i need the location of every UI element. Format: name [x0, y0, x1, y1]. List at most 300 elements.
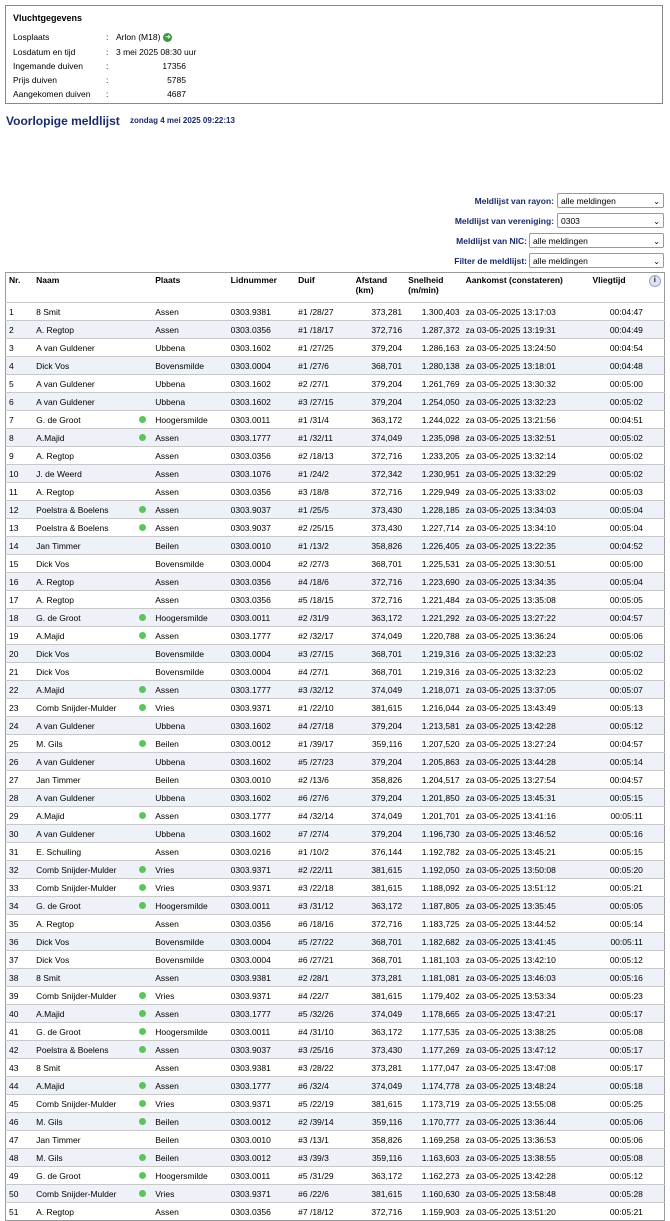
- cell-aankomst: za 03-05-2025 13:34:35: [463, 573, 590, 591]
- table-row[interactable]: [6, 987, 665, 1005]
- cell-duif: #5 /18/15: [295, 591, 352, 609]
- col-duif[interactable]: Duif: [298, 275, 315, 285]
- vereniging-select[interactable]: 0303 ⌄: [557, 213, 664, 228]
- cell-status: [139, 1023, 153, 1041]
- cell-nr: 26: [6, 753, 34, 771]
- cell-duif: #4 /27/1: [295, 663, 352, 681]
- table-row[interactable]: [6, 1059, 665, 1077]
- table-row[interactable]: [6, 303, 665, 321]
- cell-aankomst: za 03-05-2025 13:36:44: [463, 1113, 590, 1131]
- cell-afstand: 374,049: [353, 681, 405, 699]
- table-row[interactable]: [6, 501, 665, 519]
- cell-vliegtijd: 00:04:51: [590, 411, 646, 429]
- cell-nr: 43: [6, 1059, 34, 1077]
- table-row[interactable]: [6, 807, 665, 825]
- cell-lidnummer: 0303.0004: [228, 555, 295, 573]
- cell-vliegtijd: 00:05:17: [590, 1059, 646, 1077]
- cell-lidnummer: 0303.9037: [228, 501, 295, 519]
- online-status-icon: [139, 1100, 146, 1107]
- table-row[interactable]: [6, 1023, 665, 1041]
- cell-nr: 51: [6, 1203, 34, 1221]
- cell-plaats: Assen: [152, 429, 227, 447]
- cell-duif: #3 /31/12: [295, 897, 352, 915]
- table-row[interactable]: [6, 1149, 665, 1167]
- cell-aankomst: za 03-05-2025 13:27:54: [463, 771, 590, 789]
- cell-duif: #1 /28/27: [295, 303, 352, 321]
- cell-snelheid: 1.218,071: [405, 681, 463, 699]
- cell-status: [139, 501, 153, 519]
- table-row[interactable]: [6, 969, 665, 987]
- cell-snelheid: 1.221,484: [405, 591, 463, 609]
- cell-vliegtijd: 00:05:02: [590, 447, 646, 465]
- table-row[interactable]: [6, 555, 665, 573]
- cell-status: [139, 753, 153, 771]
- table-row[interactable]: [6, 1203, 665, 1221]
- cell-nr: 13: [6, 519, 34, 537]
- cell-plaats: Assen: [152, 483, 227, 501]
- cell-duif: #1 /13/2: [295, 537, 352, 555]
- col-plaats[interactable]: Plaats: [155, 275, 181, 285]
- cell-vliegtijd: 00:05:17: [590, 1005, 646, 1023]
- cell-snelheid: 1.300,403: [405, 303, 463, 321]
- cell-lidnummer: 0303.1602: [228, 717, 295, 735]
- cell-plaats: Bovensmilde: [152, 555, 227, 573]
- cell-naam: M. Gils: [33, 1149, 138, 1167]
- online-status-icon: [139, 992, 146, 999]
- rayon-select[interactable]: alle meldingen ⌄: [557, 193, 664, 208]
- table-row[interactable]: [6, 519, 665, 537]
- cell-vliegtijd: 00:05:08: [590, 1023, 646, 1041]
- online-status-icon: [139, 434, 146, 441]
- cell-afstand: 359,116: [353, 735, 405, 753]
- cell-plaats: Ubbena: [152, 717, 227, 735]
- cell-status: [139, 303, 153, 321]
- info-value: 5785: [167, 75, 186, 85]
- table-row[interactable]: [6, 1185, 665, 1203]
- cell-duif: #2 /13/6: [295, 771, 352, 789]
- cell-duif: #1 /10/2: [295, 843, 352, 861]
- cell-afstand: 372,716: [353, 483, 405, 501]
- cell-plaats: Assen: [152, 573, 227, 591]
- table-row[interactable]: [6, 411, 665, 429]
- col-lidnummer[interactable]: Lidnummer: [230, 275, 277, 285]
- table-row[interactable]: [6, 843, 665, 861]
- cell-aankomst: za 03-05-2025 13:22:35: [463, 537, 590, 555]
- table-row[interactable]: [6, 375, 665, 393]
- meldlijst-filter-select[interactable]: alle meldingen ⌄: [529, 253, 664, 268]
- col-vliegtijd[interactable]: Vliegtijd: [592, 275, 626, 285]
- cell-aankomst: za 03-05-2025 13:46:52: [463, 825, 590, 843]
- cell-afstand: 363,172: [353, 1023, 405, 1041]
- cell-lidnummer: 0303.9371: [228, 1095, 295, 1113]
- col-snelheid[interactable]: Snelheid (m/min): [408, 275, 444, 295]
- cell-lidnummer: 0303.0010: [228, 771, 295, 789]
- cell-afstand: 379,204: [353, 393, 405, 411]
- table-row[interactable]: [6, 447, 665, 465]
- cell-aankomst: za 03-05-2025 13:32:51: [463, 429, 590, 447]
- table-row[interactable]: [6, 357, 665, 375]
- cell-plaats: Vries: [152, 1185, 227, 1203]
- table-row[interactable]: [6, 483, 665, 501]
- cell-lidnummer: 0303.0011: [228, 411, 295, 429]
- table-row[interactable]: [6, 897, 665, 915]
- col-afstand[interactable]: Afstand (km): [355, 275, 388, 295]
- cell-vliegtijd: 00:04:57: [590, 735, 646, 753]
- table-header-row: [6, 273, 665, 303]
- cell-duif: #3 /22/18: [295, 879, 352, 897]
- cell-duif: #3 /25/16: [295, 1041, 352, 1059]
- cell-aankomst: za 03-05-2025 13:38:25: [463, 1023, 590, 1041]
- cell-naam: A van Guldener: [33, 339, 138, 357]
- cell-naam: Comb Snijder-Mulder: [33, 1095, 138, 1113]
- cell-plaats: Assen: [152, 681, 227, 699]
- cell-status: [139, 519, 153, 537]
- cell-nr: 12: [6, 501, 34, 519]
- cell-vliegtijd: 00:04:48: [590, 357, 646, 375]
- table-row[interactable]: [6, 321, 665, 339]
- cell-status: [139, 1113, 153, 1131]
- cell-lidnummer: 0303.1777: [228, 681, 295, 699]
- table-row[interactable]: [6, 717, 665, 735]
- table-row[interactable]: [6, 1077, 665, 1095]
- cell-lidnummer: 0303.1602: [228, 375, 295, 393]
- cell-plaats: Hoogersmilde: [152, 411, 227, 429]
- cell-aankomst: za 03-05-2025 13:47:12: [463, 1041, 590, 1059]
- cell-naam: G. de Groot: [33, 411, 138, 429]
- table-row[interactable]: [6, 789, 665, 807]
- cell-nr: 11: [6, 483, 34, 501]
- cell-afstand: 363,172: [353, 609, 405, 627]
- table-row[interactable]: [6, 933, 665, 951]
- cell-vliegtijd: 00:05:16: [590, 825, 646, 843]
- cell-vliegtijd: 00:05:04: [590, 573, 646, 591]
- cell-duif: #6 /27/21: [295, 951, 352, 969]
- cell-aankomst: za 03-05-2025 13:44:28: [463, 753, 590, 771]
- table-row[interactable]: [6, 1005, 665, 1023]
- cell-plaats: Ubbena: [152, 753, 227, 771]
- cell-snelheid: 1.280,138: [405, 357, 463, 375]
- cell-nr: 6: [6, 393, 34, 411]
- info-icon[interactable]: i: [649, 275, 661, 287]
- table-row[interactable]: [6, 339, 665, 357]
- cell-snelheid: 1.201,701: [405, 807, 463, 825]
- cell-aankomst: za 03-05-2025 13:41:16: [463, 807, 590, 825]
- cell-snelheid: 1.179,402: [405, 987, 463, 1005]
- cell-aankomst: za 03-05-2025 13:45:31: [463, 789, 590, 807]
- cell-duif: #2 /22/11: [295, 861, 352, 879]
- cell-duif: #1 /27/6: [295, 357, 352, 375]
- cell-duif: #3 /13/1: [295, 1131, 352, 1149]
- cell-afstand: 359,116: [353, 1149, 405, 1167]
- cell-naam: A.Majid: [33, 1077, 138, 1095]
- online-status-icon: [139, 902, 146, 909]
- cell-duif: #3 /18/8: [295, 483, 352, 501]
- table-row[interactable]: [6, 1041, 665, 1059]
- cell-nr: 9: [6, 447, 34, 465]
- cell-status: [139, 573, 153, 591]
- cell-vliegtijd: 00:05:20: [590, 861, 646, 879]
- cell-lidnummer: 0303.1777: [228, 429, 295, 447]
- cell-aankomst: za 03-05-2025 13:51:12: [463, 879, 590, 897]
- cell-duif: #1 /31/4: [295, 411, 352, 429]
- cell-snelheid: 1.221,292: [405, 609, 463, 627]
- cell-naam: Dick Vos: [33, 663, 138, 681]
- cell-vliegtijd: 00:05:13: [590, 699, 646, 717]
- cell-naam: A. Regtop: [33, 1203, 138, 1221]
- table-row[interactable]: [6, 825, 665, 843]
- cell-nr: 23: [6, 699, 34, 717]
- cell-aankomst: za 03-05-2025 13:35:45: [463, 897, 590, 915]
- cell-plaats: Assen: [152, 321, 227, 339]
- cell-lidnummer: 0303.0216: [228, 843, 295, 861]
- cell-vliegtijd: 00:05:02: [590, 429, 646, 447]
- cell-naam: Comb Snijder-Mulder: [33, 1185, 138, 1203]
- cell-naam: Jan Timmer: [33, 1131, 138, 1149]
- cell-status: [139, 591, 153, 609]
- table-row[interactable]: [6, 1113, 665, 1131]
- cell-duif: #3 /27/15: [295, 393, 352, 411]
- cell-plaats: Assen: [152, 1077, 227, 1095]
- cell-lidnummer: 0303.0356: [228, 321, 295, 339]
- cell-status: [139, 375, 153, 393]
- table-row[interactable]: [6, 753, 665, 771]
- cell-status: [139, 1185, 153, 1203]
- col-nr[interactable]: Nr.: [9, 275, 21, 285]
- cell-plaats: Assen: [152, 1059, 227, 1077]
- cell-nr: 50: [6, 1185, 34, 1203]
- cell-duif: #3 /39/3: [295, 1149, 352, 1167]
- cell-status: [139, 1203, 153, 1221]
- cell-vliegtijd: 00:04:57: [590, 771, 646, 789]
- filter-label-meldlijst: Filter de meldlijst:: [454, 256, 527, 266]
- online-status-icon: [139, 1118, 146, 1125]
- cell-duif: #2 /25/15: [295, 519, 352, 537]
- cell-vliegtijd: 00:05:03: [590, 483, 646, 501]
- cell-aankomst: za 03-05-2025 13:32:29: [463, 465, 590, 483]
- cell-vliegtijd: 00:05:28: [590, 1185, 646, 1203]
- cell-naam: A van Guldener: [33, 717, 138, 735]
- cell-status: [139, 951, 153, 969]
- cell-plaats: Bovensmilde: [152, 645, 227, 663]
- cell-status: [139, 1095, 153, 1113]
- online-status-icon: [139, 614, 146, 621]
- cell-nr: 7: [6, 411, 34, 429]
- table-row[interactable]: [6, 1167, 665, 1185]
- cell-aankomst: za 03-05-2025 13:19:31: [463, 321, 590, 339]
- cell-aankomst: za 03-05-2025 13:30:32: [463, 375, 590, 393]
- cell-plaats: Assen: [152, 501, 227, 519]
- cell-naam: G. de Groot: [33, 1023, 138, 1041]
- table-row[interactable]: [6, 429, 665, 447]
- table-row[interactable]: [6, 393, 665, 411]
- cell-status: [139, 663, 153, 681]
- cell-naam: E. Schuiling: [33, 843, 138, 861]
- cell-snelheid: 1.235,098: [405, 429, 463, 447]
- cell-afstand: 372,716: [353, 447, 405, 465]
- table-row[interactable]: [6, 645, 665, 663]
- cell-status: [139, 1059, 153, 1077]
- cell-lidnummer: 0303.0010: [228, 537, 295, 555]
- cell-lidnummer: 0303.9371: [228, 1185, 295, 1203]
- cell-duif: #2 /27/1: [295, 375, 352, 393]
- cell-status: [139, 1041, 153, 1059]
- chevron-down-icon: ⌄: [653, 197, 660, 206]
- cell-naam: Jan Timmer: [33, 771, 138, 789]
- cell-afstand: 358,826: [353, 1131, 405, 1149]
- results-table: [5, 272, 665, 1221]
- col-naam[interactable]: Naam: [36, 275, 60, 285]
- cell-status: [139, 1005, 153, 1023]
- cell-nr: 49: [6, 1167, 34, 1185]
- cell-duif: #6 /32/4: [295, 1077, 352, 1095]
- cell-afstand: 368,701: [353, 951, 405, 969]
- cell-aankomst: za 03-05-2025 13:46:03: [463, 969, 590, 987]
- cell-snelheid: 1.170,777: [405, 1113, 463, 1131]
- cell-status: [139, 1077, 153, 1095]
- info-value: 17356: [162, 61, 186, 71]
- cell-nr: 35: [6, 915, 34, 933]
- table-row[interactable]: [6, 591, 665, 609]
- cell-plaats: Assen: [152, 1203, 227, 1221]
- cell-afstand: 373,430: [353, 501, 405, 519]
- table-row[interactable]: [6, 663, 665, 681]
- col-aankomst[interactable]: Aankomst (constateren): [465, 275, 563, 285]
- cell-duif: #5 /27/22: [295, 933, 352, 951]
- cell-nr: 41: [6, 1023, 34, 1041]
- cell-plaats: Ubbena: [152, 339, 227, 357]
- cell-naam: A van Guldener: [33, 375, 138, 393]
- cell-naam: A.Majid: [33, 1005, 138, 1023]
- cell-snelheid: 1.192,050: [405, 861, 463, 879]
- cell-plaats: Assen: [152, 843, 227, 861]
- cell-snelheid: 1.213,581: [405, 717, 463, 735]
- cell-lidnummer: 0303.9381: [228, 303, 295, 321]
- cell-vliegtijd: 00:05:11: [590, 933, 646, 951]
- goto-arrow-icon[interactable]: ➜: [164, 34, 171, 42]
- cell-naam: Comb Snijder-Mulder: [33, 699, 138, 717]
- table-row[interactable]: [6, 1131, 665, 1149]
- table-row[interactable]: [6, 861, 665, 879]
- cell-status: [139, 789, 153, 807]
- cell-snelheid: 1.228,185: [405, 501, 463, 519]
- cell-duif: #3 /28/22: [295, 1059, 352, 1077]
- cell-nr: 10: [6, 465, 34, 483]
- cell-naam: Poelstra & Boelens: [33, 501, 138, 519]
- cell-lidnummer: 0303.0356: [228, 591, 295, 609]
- filter-label-rayon: Meldlijst van rayon:: [474, 196, 554, 206]
- cell-nr: 21: [6, 663, 34, 681]
- cell-plaats: Ubbena: [152, 375, 227, 393]
- cell-aankomst: za 03-05-2025 13:42:28: [463, 1167, 590, 1185]
- cell-plaats: Assen: [152, 627, 227, 645]
- table-row[interactable]: [6, 609, 665, 627]
- cell-aankomst: za 03-05-2025 13:44:52: [463, 915, 590, 933]
- table-row[interactable]: [6, 573, 665, 591]
- cell-plaats: Bovensmilde: [152, 951, 227, 969]
- cell-nr: 8: [6, 429, 34, 447]
- cell-aankomst: za 03-05-2025 13:24:50: [463, 339, 590, 357]
- cell-afstand: 363,172: [353, 1167, 405, 1185]
- cell-lidnummer: 0303.0356: [228, 915, 295, 933]
- cell-snelheid: 1.182,682: [405, 933, 463, 951]
- cell-aankomst: za 03-05-2025 13:18:01: [463, 357, 590, 375]
- online-status-icon: [139, 1046, 146, 1053]
- online-status-icon: [139, 1190, 146, 1197]
- table-row[interactable]: [6, 771, 665, 789]
- cell-plaats: Beilen: [152, 1131, 227, 1149]
- cell-aankomst: za 03-05-2025 13:42:28: [463, 717, 590, 735]
- cell-plaats: Hoogersmilde: [152, 1023, 227, 1041]
- cell-naam: 8 Smit: [33, 969, 138, 987]
- cell-vliegtijd: 00:05:16: [590, 969, 646, 987]
- cell-naam: M. Gils: [33, 1113, 138, 1131]
- cell-afstand: 374,049: [353, 429, 405, 447]
- info-value: 3 mei 2025 08:30 uur: [116, 47, 197, 57]
- cell-vliegtijd: 00:05:02: [590, 663, 646, 681]
- table-row[interactable]: [6, 879, 665, 897]
- cell-duif: #6 /27/6: [295, 789, 352, 807]
- cell-plaats: Hoogersmilde: [152, 897, 227, 915]
- table-row[interactable]: [6, 627, 665, 645]
- cell-status: [139, 879, 153, 897]
- cell-lidnummer: 0303.0012: [228, 1113, 295, 1131]
- cell-nr: 2: [6, 321, 34, 339]
- cell-duif: #4 /32/14: [295, 807, 352, 825]
- table-row[interactable]: [6, 699, 665, 717]
- cell-aankomst: za 03-05-2025 13:47:08: [463, 1059, 590, 1077]
- cell-vliegtijd: 00:04:57: [590, 609, 646, 627]
- online-status-icon: [139, 632, 146, 639]
- cell-status: [139, 609, 153, 627]
- cell-snelheid: 1.254,050: [405, 393, 463, 411]
- cell-duif: #2 /28/1: [295, 969, 352, 987]
- cell-afstand: 372,716: [353, 1203, 405, 1221]
- table-row[interactable]: [6, 951, 665, 969]
- cell-lidnummer: 0303.0004: [228, 357, 295, 375]
- cell-vliegtijd: 00:05:15: [590, 843, 646, 861]
- table-row[interactable]: [6, 1095, 665, 1113]
- table-row[interactable]: [6, 735, 665, 753]
- nic-select[interactable]: alle meldingen ⌄: [529, 233, 664, 248]
- cell-lidnummer: 0303.0011: [228, 897, 295, 915]
- table-row[interactable]: [6, 465, 665, 483]
- cell-afstand: 379,204: [353, 375, 405, 393]
- online-status-icon: [139, 416, 146, 423]
- online-status-icon: [139, 1010, 146, 1017]
- cell-duif: #2 /18/13: [295, 447, 352, 465]
- cell-nr: 3: [6, 339, 34, 357]
- cell-nr: 5: [6, 375, 34, 393]
- cell-status: [139, 429, 153, 447]
- cell-afstand: 363,172: [353, 897, 405, 915]
- cell-afstand: 358,826: [353, 537, 405, 555]
- cell-vliegtijd: 00:04:52: [590, 537, 646, 555]
- cell-nr: 33: [6, 879, 34, 897]
- cell-afstand: 373,430: [353, 1041, 405, 1059]
- cell-naam: Dick Vos: [33, 555, 138, 573]
- cell-status: [139, 825, 153, 843]
- cell-afstand: 381,615: [353, 1185, 405, 1203]
- cell-snelheid: 1.207,520: [405, 735, 463, 753]
- table-row[interactable]: [6, 915, 665, 933]
- table-row[interactable]: [6, 681, 665, 699]
- table-row[interactable]: [6, 537, 665, 555]
- cell-nr: 47: [6, 1131, 34, 1149]
- cell-snelheid: 1.163,603: [405, 1149, 463, 1167]
- cell-afstand: 379,204: [353, 339, 405, 357]
- cell-nr: 1: [6, 303, 34, 321]
- cell-status: [139, 897, 153, 915]
